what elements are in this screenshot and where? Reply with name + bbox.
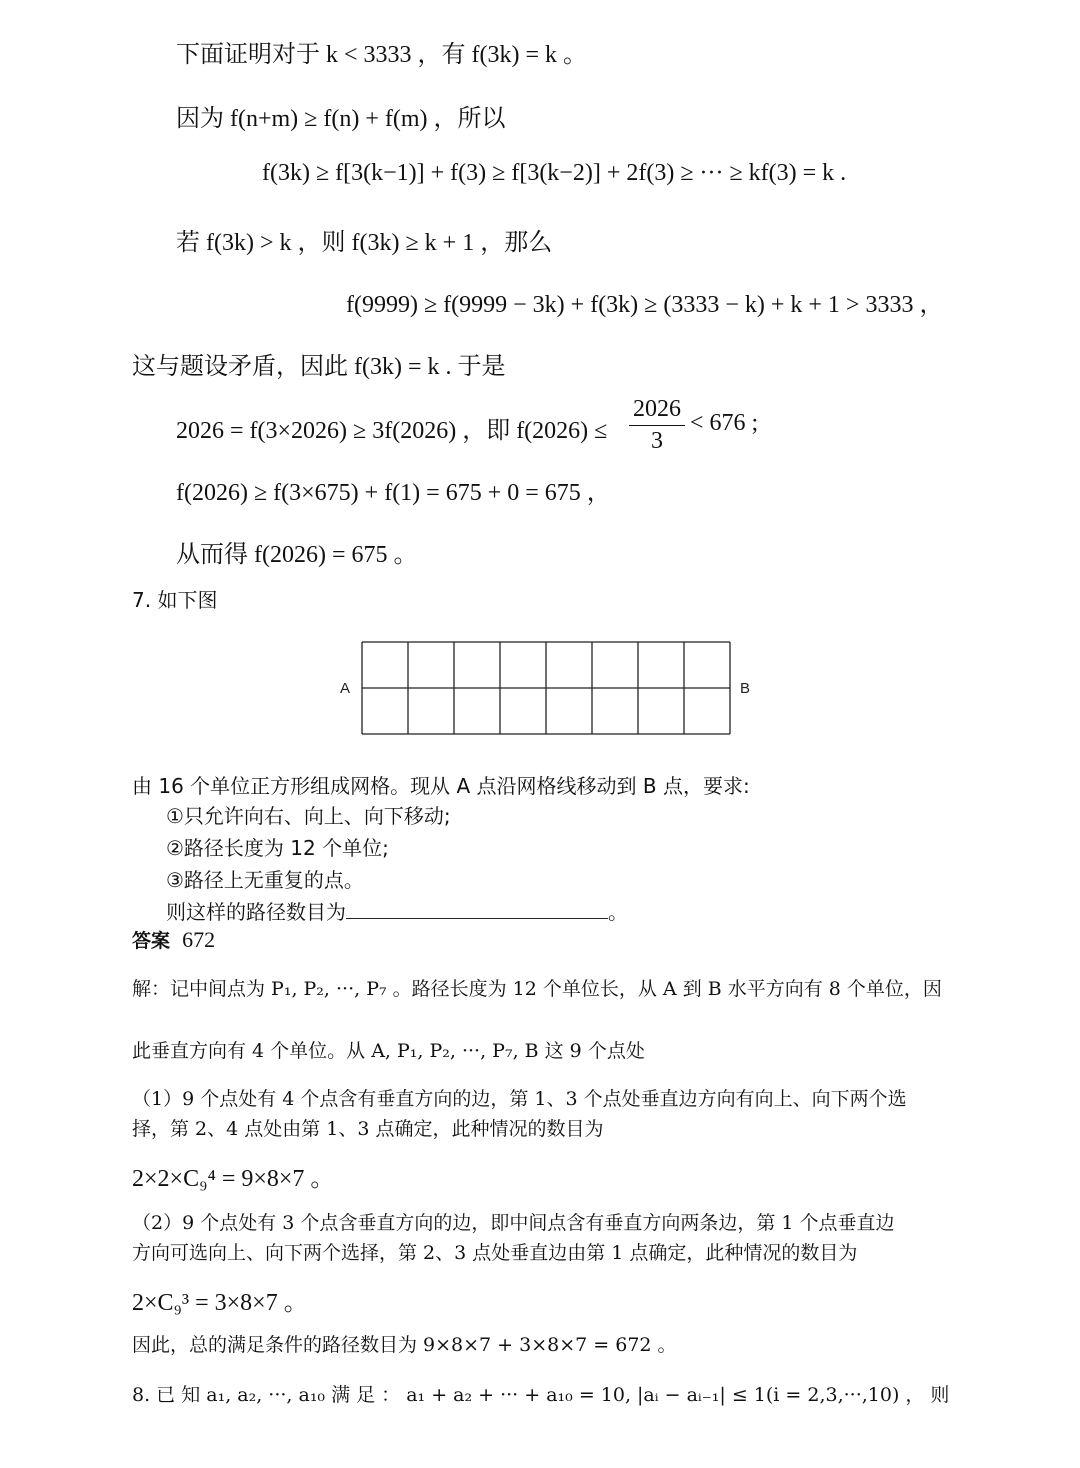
proof-line-conclusion: 这与题设矛盾，因此 f(3k) = k . 于是 xyxy=(132,354,506,380)
point-b-label: B xyxy=(740,680,751,697)
proof-line-claim: 下面证明对于 k < 3333 ，有 f(3k) = k 。 xyxy=(176,42,588,68)
proof-contradiction-inequality: f(9999) ≥ f(9999 − 3k) + f(3k) ≥ (3333 − k) + k + 1 > 3333 ， xyxy=(346,292,944,318)
requirement-2: ②路径长度为 12 个单位; xyxy=(166,836,389,860)
grid-lines xyxy=(362,642,730,734)
question-7-description: 由 16 个单位正方形组成网格。现从 A 点沿网格线移动到 B 点，要求: xyxy=(132,774,750,798)
total-line: 因此，总的满足条件的路径数目为 9×8×7 + 3×8×7 = 672 。 xyxy=(132,1334,677,1356)
answer-label: 答案 xyxy=(132,930,171,952)
bound-lower: f(2026) ≥ f(3×675) + f(1) = 675 + 0 = 675 ， xyxy=(176,480,611,506)
requirement-1: ①只允许向右、向上、向下移动; xyxy=(166,804,451,828)
case-1-formula: 2×2×C₉⁴ = 9×8×7 。 xyxy=(132,1166,335,1192)
case-2-line-a: （2）9 个点处有 3 个点含垂直方向的边，即中间点含有垂直方向两条边，第 1 个点垂直边 xyxy=(132,1212,895,1234)
question-7-title: 7. 如下图 xyxy=(132,588,218,612)
case-2-line-b: 方向可选向上、向下两个选择，第 2、3 点处垂直边由第 1 点确定，此种情况的数目为 xyxy=(132,1242,858,1264)
case-2-formula: 2×C₉³ = 3×8×7 。 xyxy=(132,1290,308,1316)
proof-line-suppose: 若 f(3k) > k ，则 f(3k) ≥ k + 1 ，那么 xyxy=(176,230,553,256)
solution-line-2: 此垂直方向有 4 个单位。从 A, P₁, P₂, ···, P₇, B 这 9 个点处 xyxy=(132,1040,645,1062)
ask-text: 则这样的路径数目为 xyxy=(166,900,346,924)
fraction-bar xyxy=(629,425,685,426)
solution-line-1: 解：记中间点为 P₁, P₂, ···, P₇ 。路径长度为 12 个单位长，从 A 到 B 水平方向有 8 个单位，因 xyxy=(132,978,942,1000)
answer-value: 672 xyxy=(182,927,216,952)
question-7-ask xyxy=(166,896,628,925)
answer-line xyxy=(132,926,215,953)
point-a-label: A xyxy=(340,680,351,697)
proof-line-superadditive: 因为 f(n+m) ≥ f(n) + f(m) ，所以 xyxy=(176,106,506,132)
question-8: 8. 已 知 a₁, a₂, ···, a₁₀ 满 足 ： a₁ + a₂ + ··· + a₁₀ = 10, |aᵢ − aᵢ₋₁| ≤ 1(i = 2,3,···,10) ， 则 xyxy=(132,1384,950,1406)
fraction-denominator: 3 xyxy=(651,428,663,454)
ask-end: 。 xyxy=(608,900,628,924)
case-1-line-a: （1）9 个点处有 4 个点含有垂直方向的边，第 1、3 个点处垂直边方向有向上、向下两个选 xyxy=(132,1088,907,1110)
bound-upper-left: 2026 = f(3×2026) ≥ 3f(2026) ，即 f(2026) ≤ xyxy=(176,418,608,444)
requirement-3: ③路径上无重复的点。 xyxy=(166,868,364,892)
answer-blank xyxy=(346,900,608,919)
fraction-2026-over-3 xyxy=(627,396,687,455)
case-1-line-b: 择，第 2、4 点处由第 1、3 点确定，此种情况的数目为 xyxy=(132,1118,604,1140)
result-line: 从而得 f(2026) = 675 。 xyxy=(176,542,418,568)
proof-inequality-chain: f(3k) ≥ f[3(k−1)] + f(3) ≥ f[3(k−2)] + 2f(3) ≥ ··· ≥ kf(3) = k . xyxy=(262,160,847,186)
fraction-numerator: 2026 xyxy=(633,396,681,422)
grid-figure xyxy=(330,636,770,742)
bound-upper-right: < 676 ; xyxy=(690,410,759,436)
